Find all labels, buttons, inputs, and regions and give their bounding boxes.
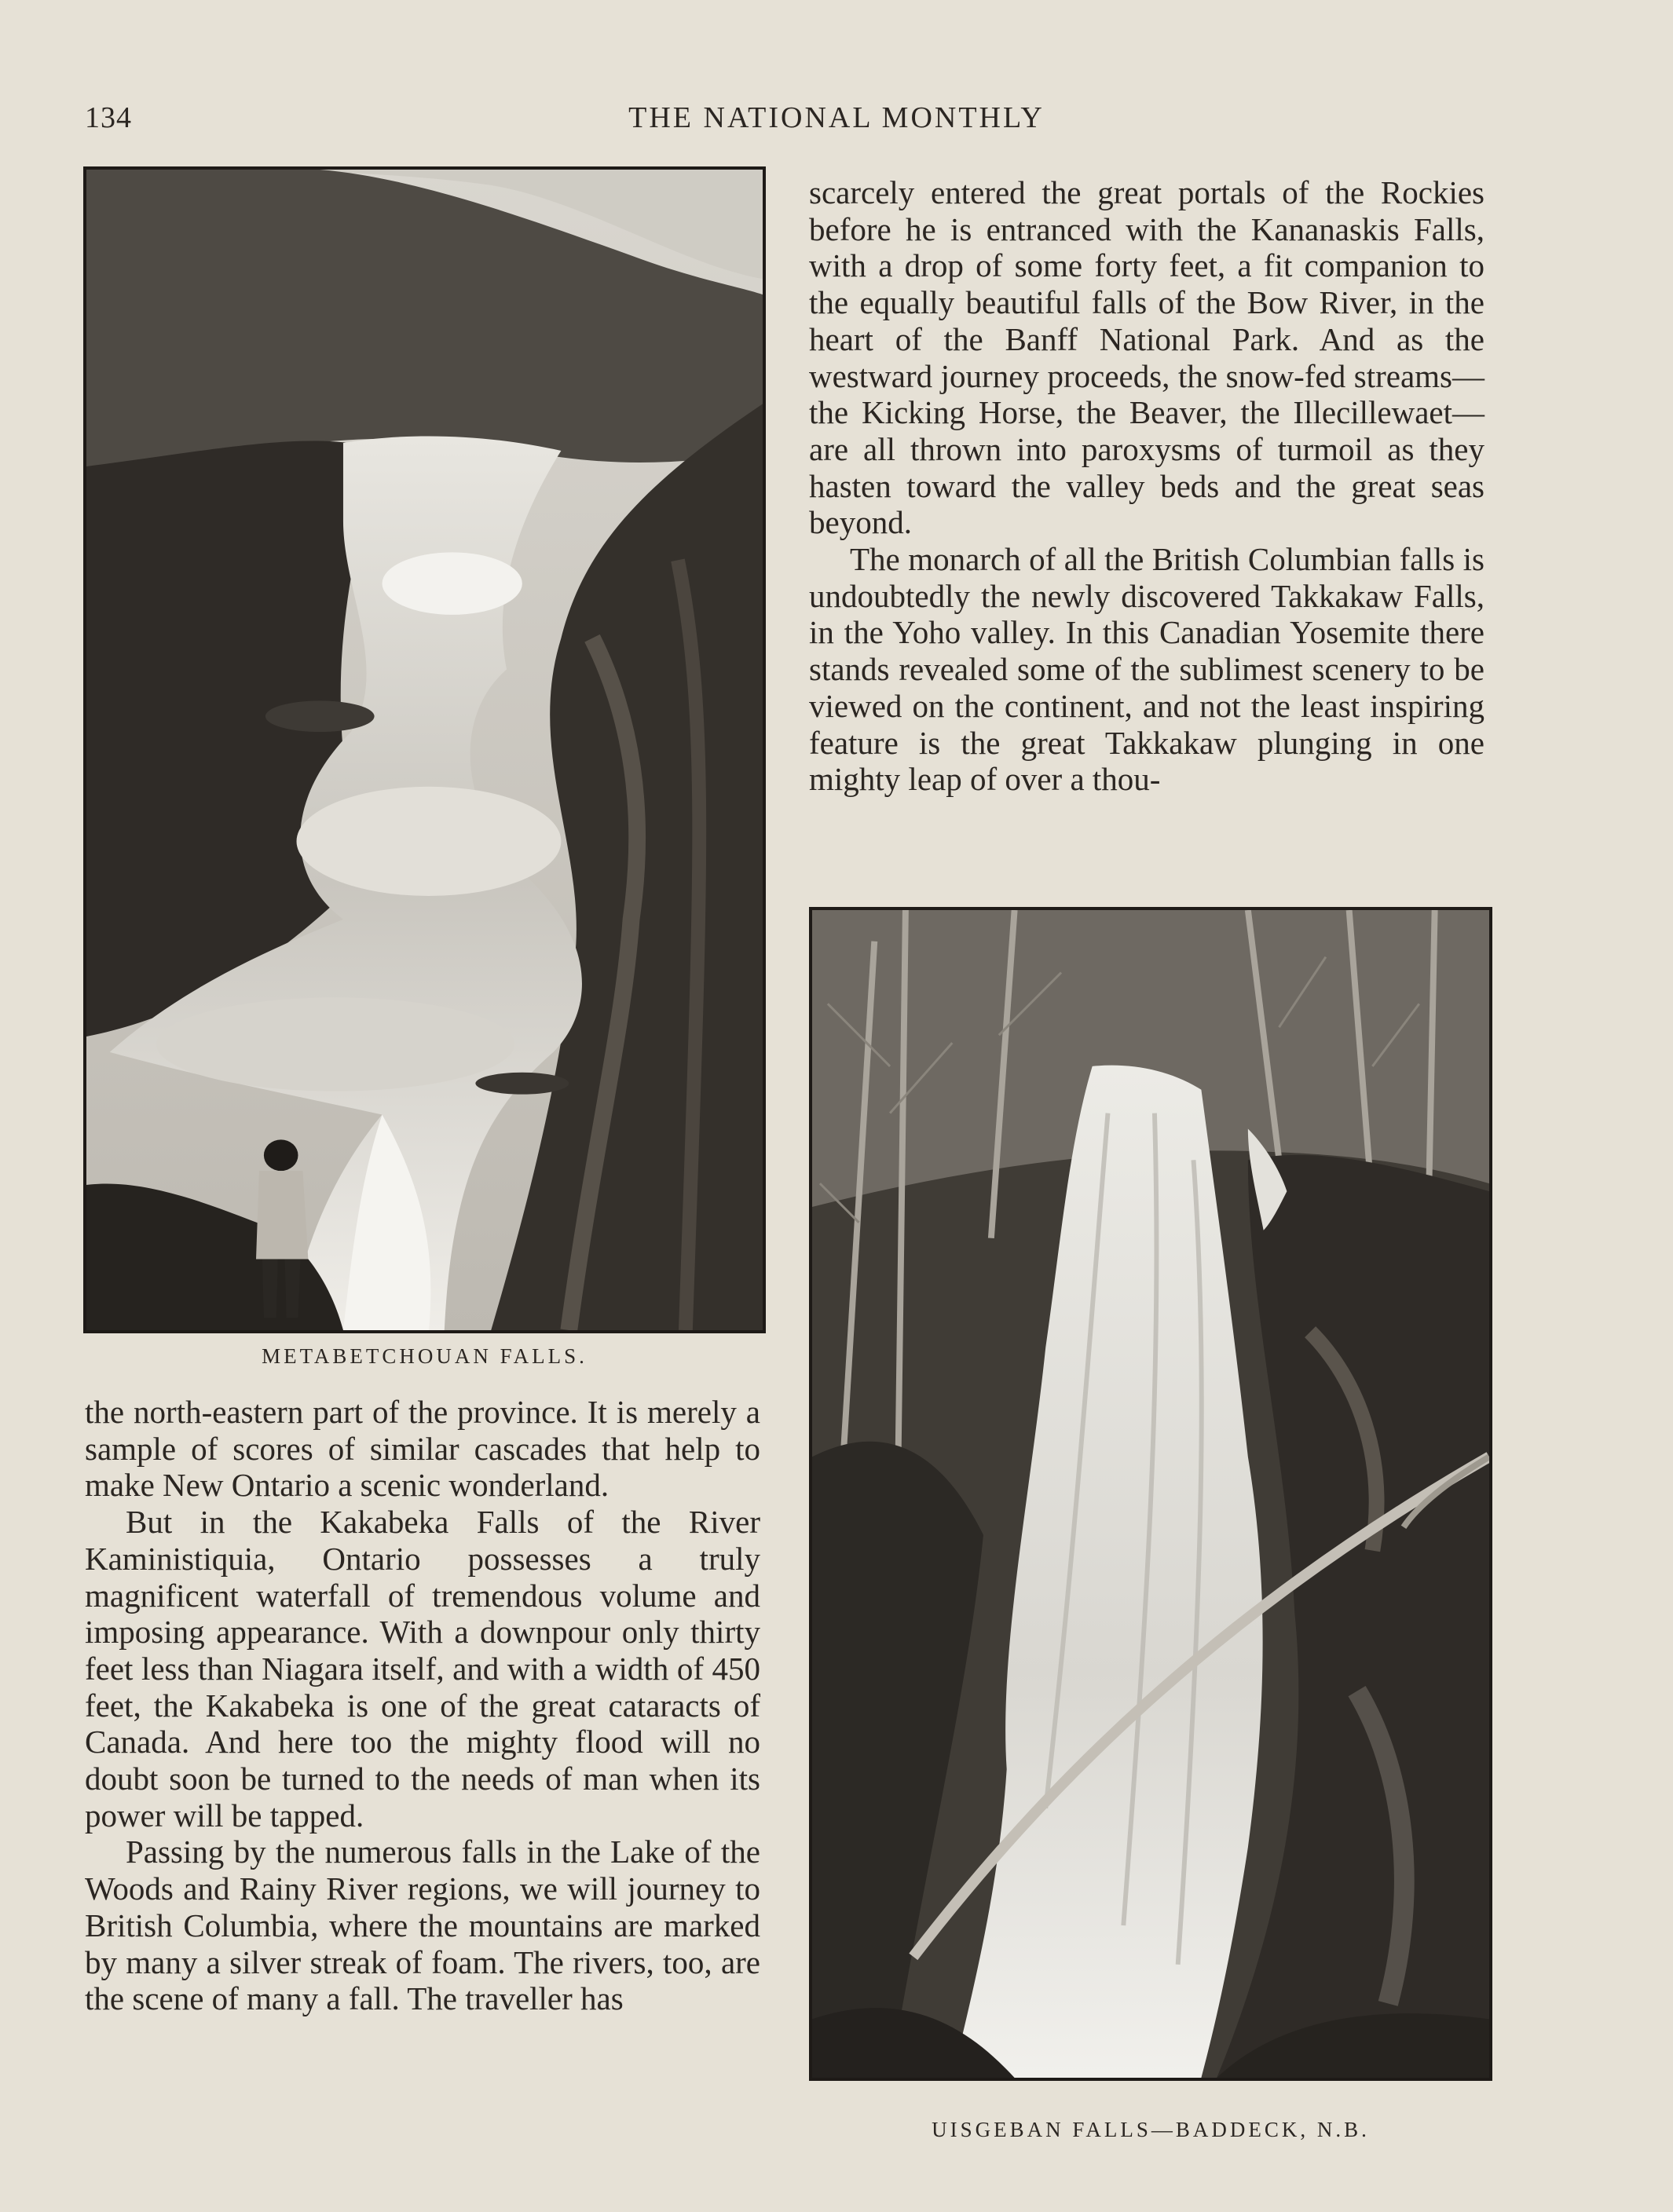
running-title: THE NATIONAL MONTHLY xyxy=(628,101,1045,134)
left-column-text xyxy=(85,1394,760,2017)
caption-uisgeban-falls: UISGEBAN FALLS—BADDECK, N.B. xyxy=(932,2118,1370,2141)
paragraph: Passing by the numerous falls in the Lake of the Woods and Rainy River regions, we will journey to British Columbia, where the mountains are marked by many a silver streak of foam. The rivers, too, are the scene of many a fall. The traveller has xyxy=(85,1834,760,2017)
paragraph: But in the Kakabeka Falls of the River Kaministiquia, Ontario possesses a truly magnificent waterfall of tremendous volume and imposing appearance. With a downpour only thirty feet less than Niagara itself, and with a width of 450 feet, the Kakabeka is one of the great cataracts of Canada. And here too the mighty flood will no doubt soon be turned to the needs of man when its power will be tapped. xyxy=(85,1504,760,1834)
paragraph: The monarch of all the British Columbian falls is undoubtedly the newly discovered Takkakaw Falls, in the Yoho valley. In this Canadian Yosemite there stands revealed some of the sublimest scenery to be viewed on the continent, and not the least inspiring feature is the great Takkakaw plunging in one mighty leap of over a thou- xyxy=(809,541,1484,798)
photo-uisgeban-falls xyxy=(809,907,1492,2081)
page-number: 134 xyxy=(85,101,132,134)
photo-metabetchouan-falls xyxy=(83,166,766,1333)
page-header xyxy=(0,101,1673,148)
paragraph: scarcely entered the great portals of the Rockies before he is entranced with the Kananaskis Falls, with a drop of some forty feet, a fit companion to the equally beautiful falls of the Bow River, in the heart of the Banff National Park. And as the westward journey proceeds, the snow-fed streams—the Kicking Horse, the Beaver, the Illecillewaet—are all thrown into paroxysms of turmoil as they hasten toward the valley beds and the great seas beyond. xyxy=(809,174,1484,541)
caption-metabetchouan-falls: METABETCHOUAN FALLS. xyxy=(262,1344,588,1368)
paragraph: the north-eastern part of the province. It is merely a sample of scores of similar cascades that help to make New Ontario a scenic wonderland. xyxy=(85,1394,760,1504)
right-column-text xyxy=(809,174,1484,798)
